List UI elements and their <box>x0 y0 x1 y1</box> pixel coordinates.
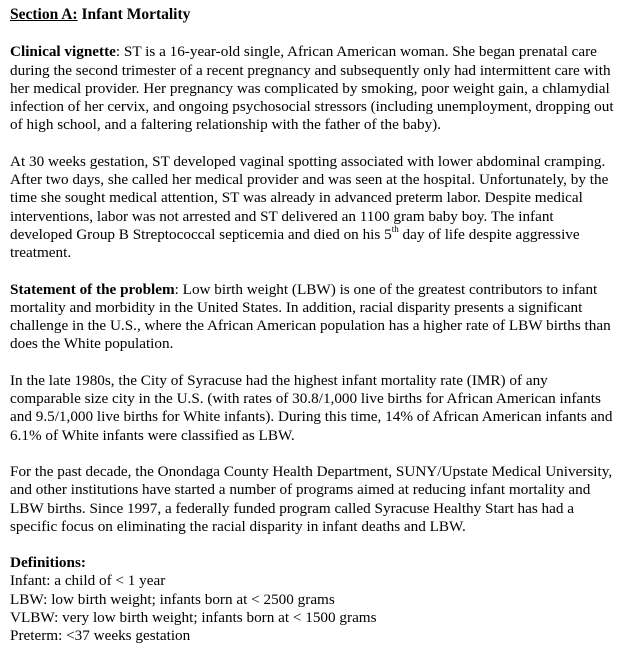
problem-text: : Low birth weight (LBW) is one of the greatest contributors to infant mortality and morbidity in the United States. In addition, racial disparity presents a significant challenge in the U.S., where the African American population has a higher rate of LBW births than does the White population. <box>10 280 611 353</box>
programs-text: For the past decade, the Onondaga County Health Department, SUNY/Upstate Medical University, and other institutions have started a number of programs aimed at reducing infant mortality and LBW births. Since 1997, a federally funded program called Syracuse Healthy Start has had a specific focus on eliminating the racial disparity in infant deaths and LBW. <box>10 462 613 535</box>
events-text-before: At 30 weeks gestation, ST developed vaginal spotting associated with lower abdominal cramping. After two days, she called her medical provider and was seen at the hospital. Unfortunately, by the time she sought medical attention, ST was already in advanced preterm labor. Despite medical interventions, labor was not arrested and ST delivered an 1100 gram baby boy. The infant developed Group B Streptococcal septicemia and died on his 5 <box>10 152 609 243</box>
clinical-vignette-heading: Clinical vignette <box>10 43 116 61</box>
definition-item: Infant: a child of < 1 year <box>10 572 166 590</box>
clinical-vignette-text: : ST is a 16-year-old single, African American woman. She began prenatal care during the second trimester of a recent pregnancy and subsequently only had intermittent care with her medical provider. Her pregnancy was complicated by smoking, poor weight gain, a chlamydial infection of her cervix, and ongoing psychosocial stressors (including unemployment, dropping out of high school, and a faltering relationship with the father of the baby). <box>10 43 614 134</box>
definition-item: Preterm: <37 weeks gestation <box>10 627 191 645</box>
clinical-vignette-paragraph <box>10 43 616 134</box>
definition-item: LBW: low birth weight; infants born at < 2500 grams <box>10 590 335 608</box>
programs-paragraph <box>10 463 616 536</box>
problem-heading: Statement of the problem <box>10 280 175 298</box>
problem-paragraph <box>10 281 616 354</box>
section-title <box>10 6 616 24</box>
section-title-text: Infant Mortality <box>77 6 191 23</box>
definitions-section <box>10 554 616 645</box>
definition-item: VLBW: very low birth weight; infants born at < 1500 grams <box>10 609 377 627</box>
section-label: Section A: <box>10 6 78 23</box>
syracuse-paragraph <box>10 372 616 445</box>
events-text-after: day of life despite aggressive treatment. <box>10 225 580 262</box>
events-paragraph <box>10 153 616 263</box>
definitions-heading: Definitions: <box>10 554 86 572</box>
document-page <box>10 6 616 646</box>
syracuse-text: In the late 1980s, the City of Syracuse had the highest infant mortality rate (IMR) of any comparable size city in the U.S. (with rates of 30.8/1,000 live births for African American infants and 9.5/1,000 live births for White infants). During this time, 14% of African American infants and 6.1% of White infants were classified as LBW. <box>10 371 613 444</box>
events-superscript: th <box>391 223 399 234</box>
